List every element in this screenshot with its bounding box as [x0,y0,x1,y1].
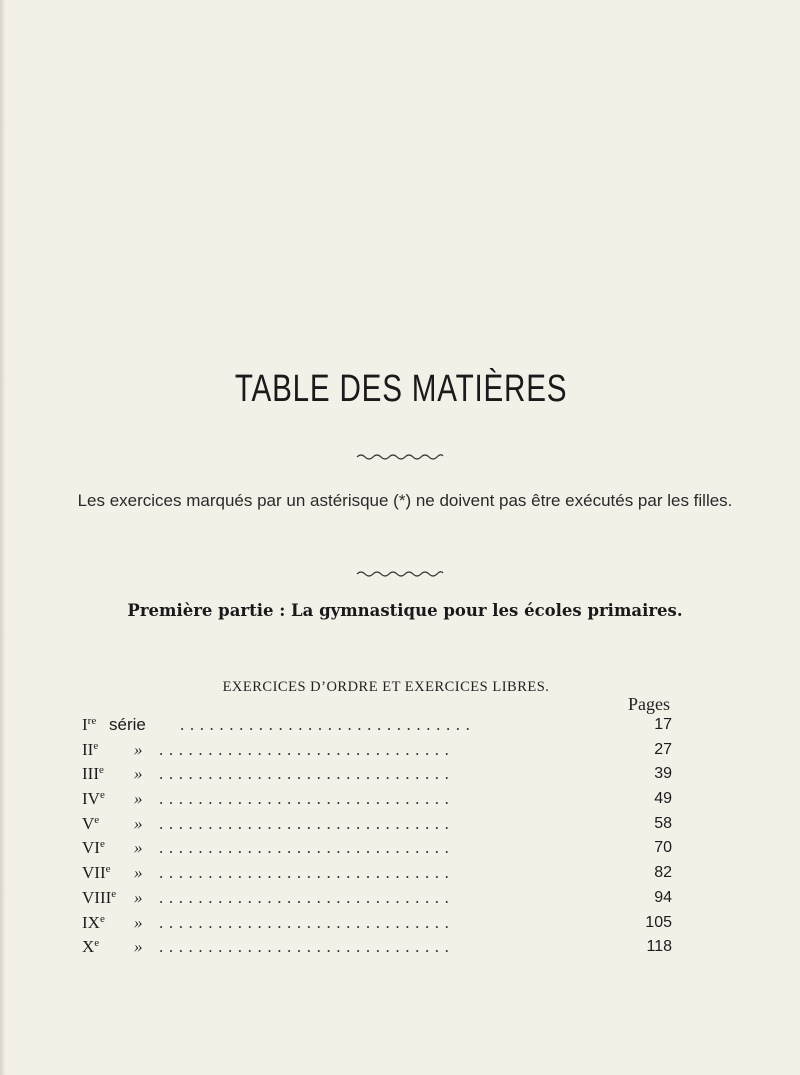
toc-entry-page: 39 [654,765,672,783]
toc-entry-label: » [134,813,143,833]
toc-entry-numeral: Ire [82,715,97,734]
toc-entry-numeral: VIIIe [82,887,117,907]
toc-entry-label: » [134,739,143,759]
dot-leader: .............................. [180,715,476,734]
toc-entry [82,836,672,861]
toc-entry-numeral: VIe [82,838,105,858]
table-of-contents [82,713,672,960]
toc-entry [82,861,672,886]
toc-entry-label: » [134,912,143,932]
dot-leader: .............................. [159,789,455,809]
toc-entry-page: 70 [654,839,672,857]
toc-entry-label: » [134,937,143,957]
wavy-ornament-bottom [0,565,800,583]
section-heading: EXERCICES D’ORDRE ET EXERCICES LIBRES. [222,679,550,695]
wavy-ornament-top [0,448,800,466]
dot-leader: .............................. [159,937,455,957]
toc-entry-label: » [134,887,143,907]
part-heading: Première partie : La gymnastique pour les écoles primaires. [127,601,683,620]
toc-entry [82,911,672,936]
toc-entry [82,787,672,812]
toc-entry [82,738,672,763]
dot-leader: .............................. [159,887,455,907]
toc-entry-label: série [109,715,146,734]
toc-entry-numeral: IXe [82,912,105,932]
toc-entry-numeral: IIIe [82,764,104,784]
toc-entry-numeral: IVe [82,789,105,809]
toc-entry-page: 82 [654,864,672,882]
toc-entry-numeral: Ve [82,813,100,833]
intro-note: Les exercices marqués par un astérisque (*) ne doivent pas être exécutés par les filles. [77,491,733,510]
toc-entry [82,812,672,837]
toc-entry-numeral: Xe [82,937,100,957]
toc-entry [82,762,672,787]
dot-leader: .............................. [159,739,455,759]
dot-leader: .............................. [159,764,455,784]
toc-entry-page: 49 [654,790,672,808]
toc-entry-page: 27 [654,740,672,758]
toc-entry-numeral: IIe [82,739,99,759]
toc-entry-page: 17 [654,716,672,733]
toc-entry-page: 118 [646,938,672,956]
pages-column-label: Pages [628,694,670,714]
toc-entry-label: » [134,789,143,809]
toc-entry-label: » [134,838,143,858]
page-title: TABLE DES MATIÈRES [234,368,568,410]
dot-leader: .............................. [159,912,455,932]
toc-entry-page: 105 [645,913,672,931]
dot-leader: .............................. [159,863,455,883]
toc-entry-label: » [134,863,143,883]
dot-leader: .............................. [159,813,455,833]
toc-entry-label: » [134,764,143,784]
toc-entry-page: 94 [654,888,672,906]
page-edge-shadow [0,0,6,1075]
toc-entry [82,935,672,960]
toc-entry-numeral: VIIe [82,863,111,883]
toc-entry [82,713,672,738]
dot-leader: .............................. [159,838,455,858]
toc-entry [82,886,672,911]
toc-entry-page: 58 [654,814,672,832]
